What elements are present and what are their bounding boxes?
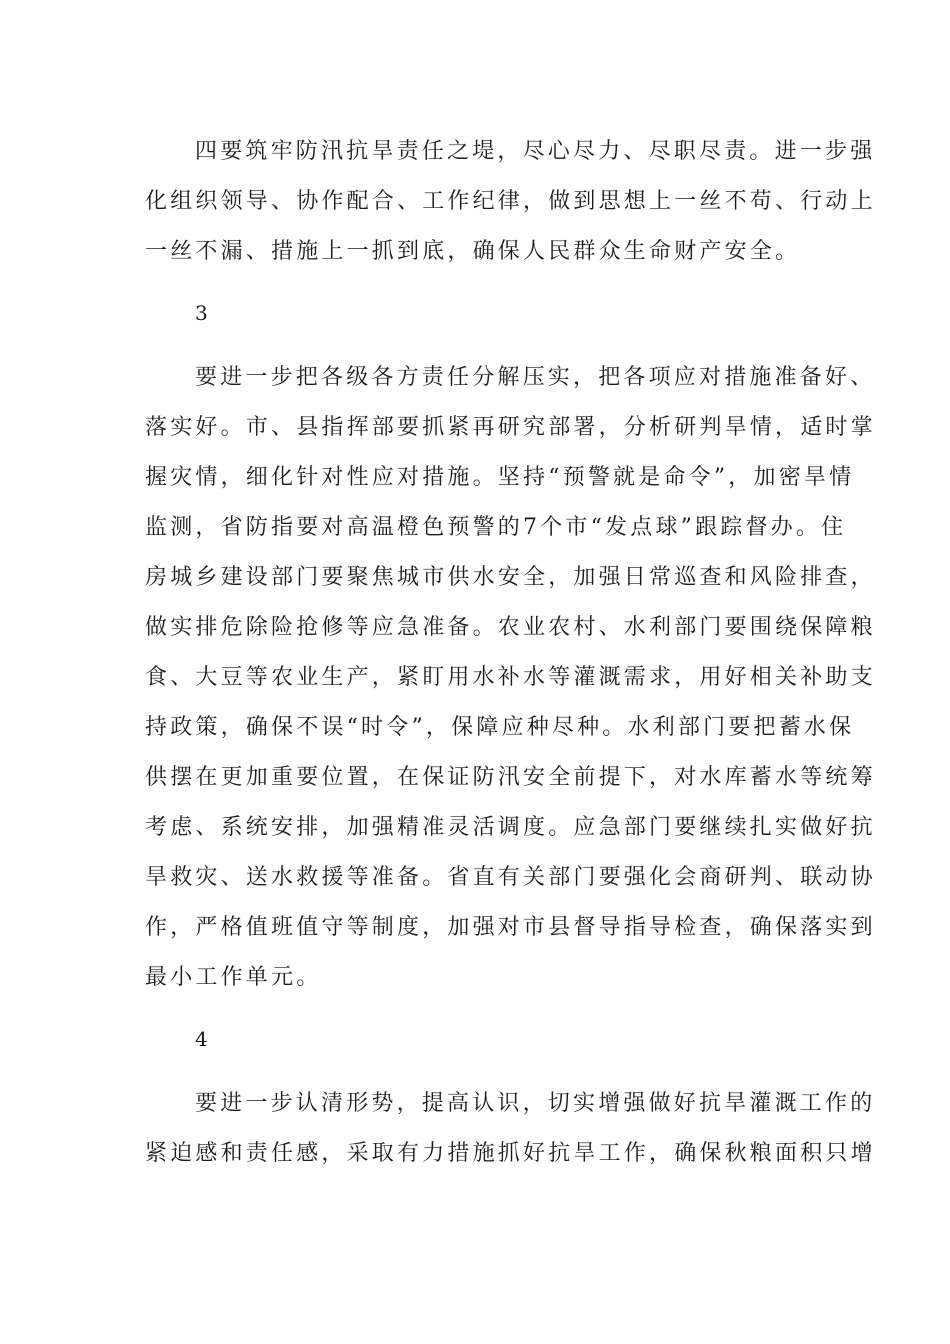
paragraph-text: 做实排危除险抢修等应急准备。农业农村、水利部门要围绕保障粮 (145, 615, 876, 640)
paragraph-text: 旱救灾、送水救援等准备。省直有关部门要强化会商研判、联动协 (145, 865, 876, 890)
paragraph-text: 房城乡建设部门要聚焦城市供水安全，加强日常巡查和风险排查， (145, 565, 876, 590)
paragraph-text: 四要筑牢防汛抗旱责任之堤，尽心尽力、尽职尽责。进一步强 (195, 139, 876, 164)
paragraph-text: 紧迫感和责任感，采取有力措施抓好抗旱工作，确保秋粮面积只增 (145, 1141, 876, 1166)
paragraph-text: 握灾情，细化针对性应对措施。坚持“预警就是命令”，加密旱情 (145, 465, 855, 490)
paragraph-text: 最小工作单元。 (145, 965, 322, 990)
section-number-4: 4 (195, 1027, 208, 1051)
section-number-3: 3 (195, 301, 208, 325)
paragraph-text: 持政策，确保不误“时令”，保障应种尽种。水利部门要把蓄水保 (145, 715, 855, 740)
paragraph-text: 作，严格值班值守等制度，加强对市县督导指导检查，确保落实到 (145, 915, 876, 940)
paragraph-text: 考虑、系统安排，加强精准灵活调度。应急部门要继续扎实做好抗 (145, 815, 876, 840)
paragraph-text: 监测，省防指要对高温橙色预警的7个市“发点球”跟踪督办。住 (145, 515, 847, 540)
paragraph-text: 食、大豆等农业生产，紧盯用水补水等灌溉需求，用好相关补助支 (145, 665, 876, 690)
paragraph-text: 要进一步把各级各方责任分解压实，把各项应对措施准备好、 (195, 365, 876, 390)
paragraph-text: 一丝不漏、措施上一抓到底，确保人民群众生命财产安全。 (145, 239, 801, 264)
paragraph-text: 化组织领导、协作配合、工作纪律，做到思想上一丝不苟、行动上 (145, 189, 876, 214)
paragraph-text: 要进一步认清形势，提高认识，切实增强做好抗旱灌溉工作的 (195, 1091, 876, 1116)
paragraph-text: 供摆在更加重要位置，在保证防汛安全前提下，对水库蓄水等统筹 (145, 765, 876, 790)
paragraph-text: 落实好。市、县指挥部要抓紧再研究部署，分析研判旱情，适时掌 (145, 415, 876, 440)
